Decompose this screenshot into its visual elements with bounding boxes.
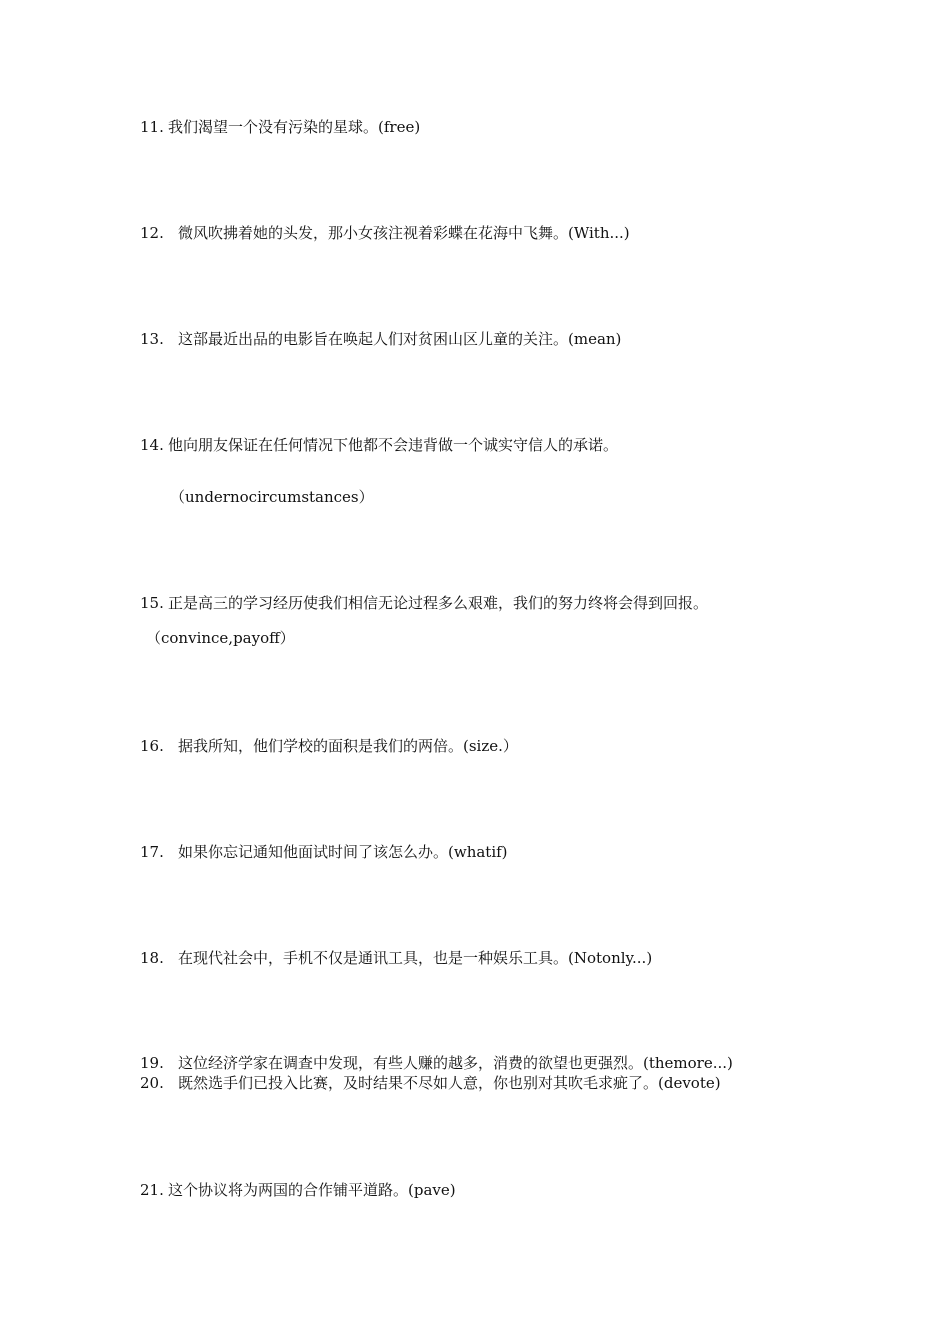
question-number: 14. xyxy=(140,436,164,454)
question-number: 13. xyxy=(140,330,164,348)
question-number: 19. xyxy=(140,1054,164,1072)
question-text: 这位经济学家在调查中发现，有些人赚的越多，消费的欲望也更强烈。(themore...) xyxy=(178,1054,733,1072)
question-number: 12. xyxy=(140,224,164,242)
question-14-hint: （undernocircumstances） xyxy=(170,488,374,506)
question-11 xyxy=(140,117,420,137)
question-18 xyxy=(140,948,652,968)
question-21 xyxy=(140,1180,456,1200)
question-16 xyxy=(140,736,518,756)
question-number: 20. xyxy=(140,1074,164,1092)
question-13 xyxy=(140,329,621,349)
question-text: 我们渴望一个没有污染的星球。(free) xyxy=(168,118,421,136)
question-text: 正是高三的学习经历使我们相信无论过程多么艰难，我们的努力终将会得到回报。 xyxy=(168,594,709,612)
question-text: 这部最近出品的电影旨在唤起人们对贫困山区儿童的关注。(mean) xyxy=(178,330,622,348)
question-14 xyxy=(140,435,618,455)
question-number: 15. xyxy=(140,594,164,612)
question-text: 据我所知，他们学校的面积是我们的两倍。(size.） xyxy=(178,737,518,755)
question-number: 16. xyxy=(140,737,164,755)
question-number: 11. xyxy=(140,118,164,136)
question-12 xyxy=(140,223,630,243)
question-17 xyxy=(140,842,508,862)
question-text: 既然选手们已投入比赛，及时结果不尽如人意，你也别对其吹毛求疵了。(devote) xyxy=(178,1074,721,1092)
question-text: 微风吹拂着她的头发，那小女孩注视着彩蝶在花海中飞舞。(With...) xyxy=(178,224,630,242)
question-15 xyxy=(140,593,708,613)
question-number: 21. xyxy=(140,1181,164,1199)
question-text: 如果你忘记通知他面试时间了该怎么办。(whatif) xyxy=(178,843,508,861)
question-15-hint: （convince,payoff） xyxy=(146,629,295,647)
question-text: 在现代社会中，手机不仅是通讯工具，也是一种娱乐工具。(Notonly...) xyxy=(178,949,653,967)
question-text: 这个协议将为两国的合作铺平道路。(pave) xyxy=(168,1181,456,1199)
question-19 xyxy=(140,1053,733,1073)
question-number: 18. xyxy=(140,949,164,967)
question-text: 他向朋友保证在任何情况下他都不会违背做一个诚实守信人的承诺。 xyxy=(168,436,619,454)
question-20 xyxy=(140,1073,721,1093)
question-number: 17. xyxy=(140,843,164,861)
